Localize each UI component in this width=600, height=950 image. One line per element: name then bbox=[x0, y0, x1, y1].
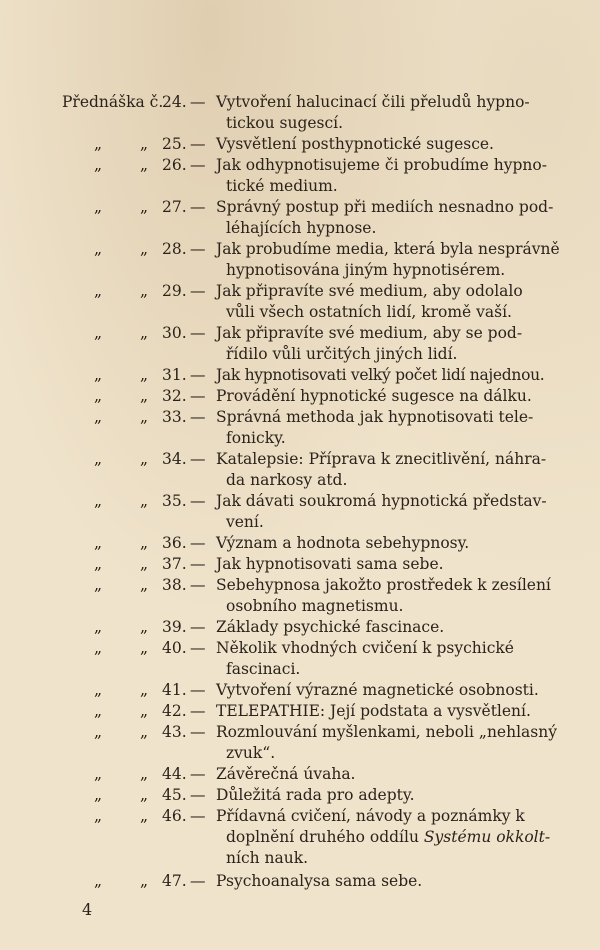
ditto-mark: „ bbox=[140, 534, 149, 552]
ditto-mark: „ bbox=[140, 807, 149, 825]
ditto-mark: „ bbox=[94, 555, 103, 573]
dash: — bbox=[190, 639, 206, 657]
lecture-number: 26. bbox=[162, 156, 187, 174]
lecture-number: 38. bbox=[162, 576, 187, 594]
ditto-mark: „ bbox=[140, 702, 149, 720]
ditto-mark: „ bbox=[94, 240, 103, 258]
page-number: 4 bbox=[82, 900, 93, 919]
ditto-mark: „ bbox=[94, 450, 103, 468]
dash: — bbox=[190, 555, 206, 573]
lecture-number: 32. bbox=[162, 387, 187, 405]
ditto-mark: „ bbox=[94, 681, 103, 699]
lecture-title-continued: fonicky. bbox=[226, 429, 286, 447]
lecture-label: Přednáška č. bbox=[62, 93, 164, 111]
ditto-mark: „ bbox=[140, 492, 149, 510]
ditto-mark: „ bbox=[140, 555, 149, 573]
lecture-title-continued: tické medium. bbox=[226, 177, 338, 195]
lecture-title: Důležitá rada pro adepty. bbox=[216, 786, 415, 804]
dash: — bbox=[190, 93, 206, 111]
lecture-number: 34. bbox=[162, 450, 187, 468]
lecture-number: 46. bbox=[162, 807, 187, 825]
dash: — bbox=[190, 723, 206, 741]
ditto-mark: „ bbox=[94, 639, 103, 657]
ditto-mark: „ bbox=[140, 639, 149, 657]
lecture-number: 27. bbox=[162, 198, 187, 216]
ditto-mark: „ bbox=[140, 408, 149, 426]
ditto-mark: „ bbox=[94, 492, 103, 510]
lecture-number: 25. bbox=[162, 135, 187, 153]
dash: — bbox=[190, 765, 206, 783]
lecture-number: 41. bbox=[162, 681, 187, 699]
ditto-mark: „ bbox=[94, 156, 103, 174]
ditto-mark: „ bbox=[140, 576, 149, 594]
dash: — bbox=[190, 492, 206, 510]
lecture-title: Závěrečná úvaha. bbox=[216, 765, 356, 783]
lecture-title: Přídavná cvičení, návody a poznámky k bbox=[216, 807, 525, 825]
dash: — bbox=[190, 618, 206, 636]
ditto-mark: „ bbox=[140, 282, 149, 300]
ditto-mark: „ bbox=[140, 872, 149, 890]
lecture-title-continued: ních nauk. bbox=[226, 849, 309, 867]
ditto-mark: „ bbox=[94, 702, 103, 720]
ditto-mark: „ bbox=[140, 198, 149, 216]
lecture-title: Jak odhypnotisujeme či probudíme hypno- bbox=[216, 156, 547, 174]
lecture-number: 30. bbox=[162, 324, 187, 342]
lecture-title: Základy psychické fascinace. bbox=[216, 618, 445, 636]
lecture-title-continued: tickou sugescí. bbox=[226, 114, 344, 132]
lecture-title: TELEPATHIE: Její podstata a vysvětlení. bbox=[216, 702, 531, 720]
lecture-number: 43. bbox=[162, 723, 187, 741]
dash: — bbox=[190, 534, 206, 552]
lecture-title-continued: fascinaci. bbox=[226, 660, 301, 678]
ditto-mark: „ bbox=[94, 807, 103, 825]
lecture-title: Význam a hodnota sebehypnosy. bbox=[216, 534, 470, 552]
lecture-title: Jak probudíme media, která byla nesprávně bbox=[216, 240, 560, 258]
lecture-number: 24. bbox=[162, 93, 187, 111]
lecture-number: 44. bbox=[162, 765, 187, 783]
dash: — bbox=[190, 872, 206, 890]
lecture-title: Rozmlouvání myšlenkami, neboli „nehlasný bbox=[216, 723, 557, 741]
ditto-mark: „ bbox=[94, 324, 103, 342]
lecture-number: 29. bbox=[162, 282, 187, 300]
ditto-mark: „ bbox=[94, 786, 103, 804]
lecture-title: Sebehypnosa jakožto prostředek k zesílení bbox=[216, 576, 551, 594]
ditto-mark: „ bbox=[140, 765, 149, 783]
dash: — bbox=[190, 282, 206, 300]
lecture-number: 42. bbox=[162, 702, 187, 720]
lecture-title: Jak připravíte své medium, aby odolalo bbox=[216, 282, 523, 300]
ditto-mark: „ bbox=[140, 618, 149, 636]
lecture-title: Provádění hypnotické sugesce na dálku. bbox=[216, 387, 532, 405]
lecture-number: 28. bbox=[162, 240, 187, 258]
lecture-title-continued: vůli všech ostatních lidí, kromě vaší. bbox=[226, 303, 512, 321]
italic-title: Systému okkolt- bbox=[423, 828, 551, 846]
dash: — bbox=[190, 807, 206, 825]
lecture-title: Jak dávati soukromá hypnotická představ- bbox=[216, 492, 547, 510]
dash: — bbox=[190, 702, 206, 720]
ditto-mark: „ bbox=[140, 240, 149, 258]
lecture-title-continued: léhajících hypnose. bbox=[226, 219, 377, 237]
ditto-mark: „ bbox=[140, 324, 149, 342]
lecture-number: 45. bbox=[162, 786, 187, 804]
dash: — bbox=[190, 450, 206, 468]
lecture-title-continued: da narkosy atd. bbox=[226, 471, 348, 489]
lecture-title-continued: zvuk“. bbox=[226, 744, 276, 762]
dash: — bbox=[190, 576, 206, 594]
lecture-number: 31. bbox=[162, 366, 187, 384]
lecture-title: Několik vhodných cvičení k psychické bbox=[216, 639, 514, 657]
lecture-number: 36. bbox=[162, 534, 187, 552]
ditto-mark: „ bbox=[94, 765, 103, 783]
ditto-mark: „ bbox=[140, 387, 149, 405]
lecture-number: 39. bbox=[162, 618, 187, 636]
ditto-mark: „ bbox=[140, 723, 149, 741]
ditto-mark: „ bbox=[94, 366, 103, 384]
ditto-mark: „ bbox=[140, 135, 149, 153]
lecture-number: 33. bbox=[162, 408, 187, 426]
lecture-title: Jak hypnotisovati sama sebe. bbox=[216, 555, 444, 573]
lecture-title: Správná methoda jak hypnotisovati tele- bbox=[216, 408, 534, 426]
lecture-title: Správný postup při mediích nesnadno pod- bbox=[216, 198, 554, 216]
ditto-mark: „ bbox=[94, 282, 103, 300]
dash: — bbox=[190, 408, 206, 426]
lecture-title-continued: osobního magnetismu. bbox=[226, 597, 404, 615]
ditto-mark: „ bbox=[94, 576, 103, 594]
ditto-mark: „ bbox=[140, 156, 149, 174]
lecture-title: Vytvoření halucinací čili přeludů hypno- bbox=[216, 93, 530, 111]
dash: — bbox=[190, 156, 206, 174]
dash: — bbox=[190, 198, 206, 216]
dash: — bbox=[190, 135, 206, 153]
lecture-title: Vysvětlení posthypnotické sugesce. bbox=[216, 135, 494, 153]
lecture-title: Psychoanalysa sama sebe. bbox=[216, 872, 423, 890]
ditto-mark: „ bbox=[94, 723, 103, 741]
dash: — bbox=[190, 366, 206, 384]
lecture-title: Vytvoření výrazné magnetické osobnosti. bbox=[216, 681, 539, 699]
ditto-mark: „ bbox=[94, 872, 103, 890]
lecture-number: 35. bbox=[162, 492, 187, 510]
ditto-mark: „ bbox=[94, 534, 103, 552]
lecture-title-continued: vení. bbox=[226, 513, 264, 531]
dash: — bbox=[190, 240, 206, 258]
ditto-mark: „ bbox=[94, 198, 103, 216]
dash: — bbox=[190, 681, 206, 699]
lecture-number: 40. bbox=[162, 639, 187, 657]
dash: — bbox=[190, 324, 206, 342]
lecture-number: 37. bbox=[162, 555, 187, 573]
lecture-title: Jak připravíte své medium, aby se pod- bbox=[216, 324, 523, 342]
ditto-mark: „ bbox=[94, 387, 103, 405]
ditto-mark: „ bbox=[94, 408, 103, 426]
ditto-mark: „ bbox=[140, 450, 149, 468]
ditto-mark: „ bbox=[94, 135, 103, 153]
dash: — bbox=[190, 387, 206, 405]
lecture-title-continued: řídilo vůli určitých jiných lidí. bbox=[226, 345, 458, 363]
lecture-title: Katalepsie: Příprava k znecitlivění, náhra- bbox=[216, 450, 547, 468]
ditto-mark: „ bbox=[140, 681, 149, 699]
lecture-title: Jak hypnotisovati velký počet lidí najednou. bbox=[216, 366, 545, 384]
ditto-mark: „ bbox=[140, 786, 149, 804]
ditto-mark: „ bbox=[140, 366, 149, 384]
dash: — bbox=[190, 786, 206, 804]
continued-text: doplnění druhého oddílu bbox=[226, 828, 419, 846]
lecture-number: 47. bbox=[162, 872, 187, 890]
ditto-mark: „ bbox=[94, 618, 103, 636]
lecture-title-continued: hypnotisována jiným hypnotisérem. bbox=[226, 261, 506, 279]
lecture-title-continued bbox=[226, 827, 550, 848]
